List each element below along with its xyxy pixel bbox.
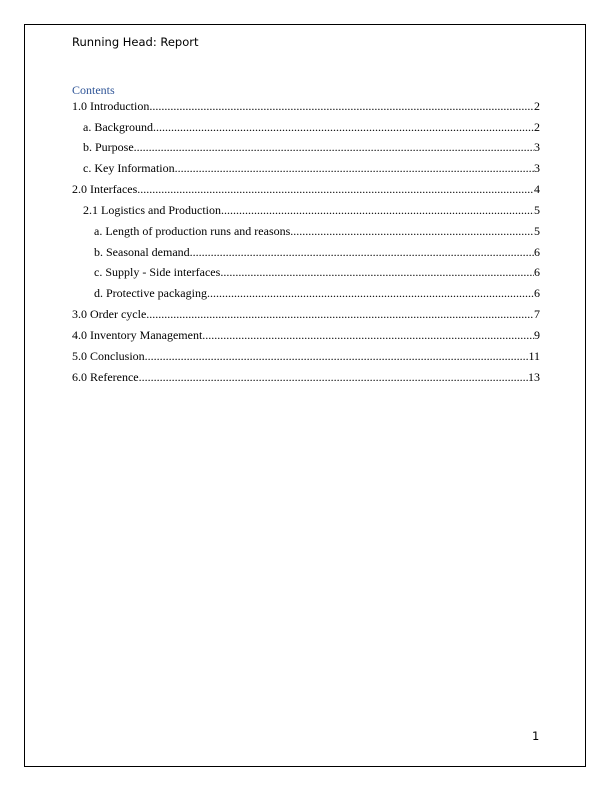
toc-leader-dots <box>290 223 534 239</box>
toc-entry-interfaces[interactable] <box>72 181 540 197</box>
toc-entry-label: 3.0 Order cycle <box>72 307 147 321</box>
toc-entry-label: 2.1 Logistics and Production <box>83 203 221 217</box>
toc-entry-purpose[interactable] <box>83 139 540 155</box>
toc-entry-page: 7 <box>534 307 540 321</box>
toc-leader-dots <box>220 264 534 280</box>
toc-entry-label: c. Supply - Side interfaces <box>94 265 221 279</box>
toc-entry-page: 13 <box>528 370 540 384</box>
toc-entry-page: 4 <box>534 182 540 196</box>
toc-leader-dots <box>134 139 534 155</box>
running-head: Running Head: Report <box>72 35 199 49</box>
toc-leader-dots <box>202 327 534 343</box>
toc-leader-dots <box>145 348 529 364</box>
toc-entry-page: 5 <box>534 203 540 217</box>
toc-entry-logistics-production[interactable] <box>83 202 540 218</box>
toc-entry-label: c. Key Information <box>83 161 175 175</box>
toc-entry-page: 6 <box>534 286 540 300</box>
toc-entry-page: 6 <box>534 245 540 259</box>
toc-entry-label: b. Purpose <box>83 140 134 154</box>
toc-entry-production-runs[interactable] <box>94 223 540 239</box>
toc-entry-introduction[interactable] <box>72 98 540 114</box>
toc-entry-label: d. Protective packaging <box>94 286 207 300</box>
toc-entry-page: 3 <box>534 161 540 175</box>
toc-entry-page: 2 <box>534 99 540 113</box>
toc-leader-dots <box>221 202 534 218</box>
toc-entry-inventory-management[interactable] <box>72 327 540 343</box>
toc-entry-label: 2.0 Interfaces <box>72 182 138 196</box>
toc-entry-label: 5.0 Conclusion <box>72 349 145 363</box>
toc-entry-page: 2 <box>534 120 540 134</box>
toc-leader-dots <box>153 119 534 135</box>
toc-entry-page: 9 <box>534 328 540 342</box>
toc-entry-reference[interactable] <box>72 369 540 385</box>
toc-entry-label: a. Background <box>83 120 153 134</box>
toc-entry-seasonal-demand[interactable] <box>94 244 540 260</box>
toc-entry-label: 4.0 Inventory Management <box>72 328 203 342</box>
toc-leader-dots <box>175 160 534 176</box>
toc-entry-page: 11 <box>528 349 540 363</box>
toc-entry-label: b. Seasonal demand <box>94 245 190 259</box>
toc-leader-dots <box>146 306 534 322</box>
toc-entry-background[interactable] <box>83 119 540 135</box>
toc-title: Contents <box>72 83 115 97</box>
toc-entry-label: a. Length of production runs and reasons <box>94 224 291 238</box>
toc-entry-label: 1.0 Introduction <box>72 99 150 113</box>
toc-leader-dots <box>137 181 534 197</box>
toc-leader-dots <box>207 285 534 301</box>
toc-leader-dots <box>139 369 528 385</box>
toc-entry-label: 6.0 Reference <box>72 370 139 384</box>
toc-leader-dots <box>190 244 534 260</box>
page-number: 1 <box>532 729 540 743</box>
toc-entry-page: 6 <box>534 265 540 279</box>
toc-entry-conclusion[interactable] <box>72 348 540 364</box>
toc-entry-page: 3 <box>534 140 540 154</box>
toc-entry-page: 5 <box>534 224 540 238</box>
toc-entry-protective-packaging[interactable] <box>94 285 540 301</box>
toc-entry-order-cycle[interactable] <box>72 306 540 322</box>
toc-leader-dots <box>149 98 534 114</box>
toc-entry-supply-side[interactable] <box>94 264 540 280</box>
toc-entry-key-information[interactable] <box>83 160 540 176</box>
document-page <box>24 24 586 767</box>
